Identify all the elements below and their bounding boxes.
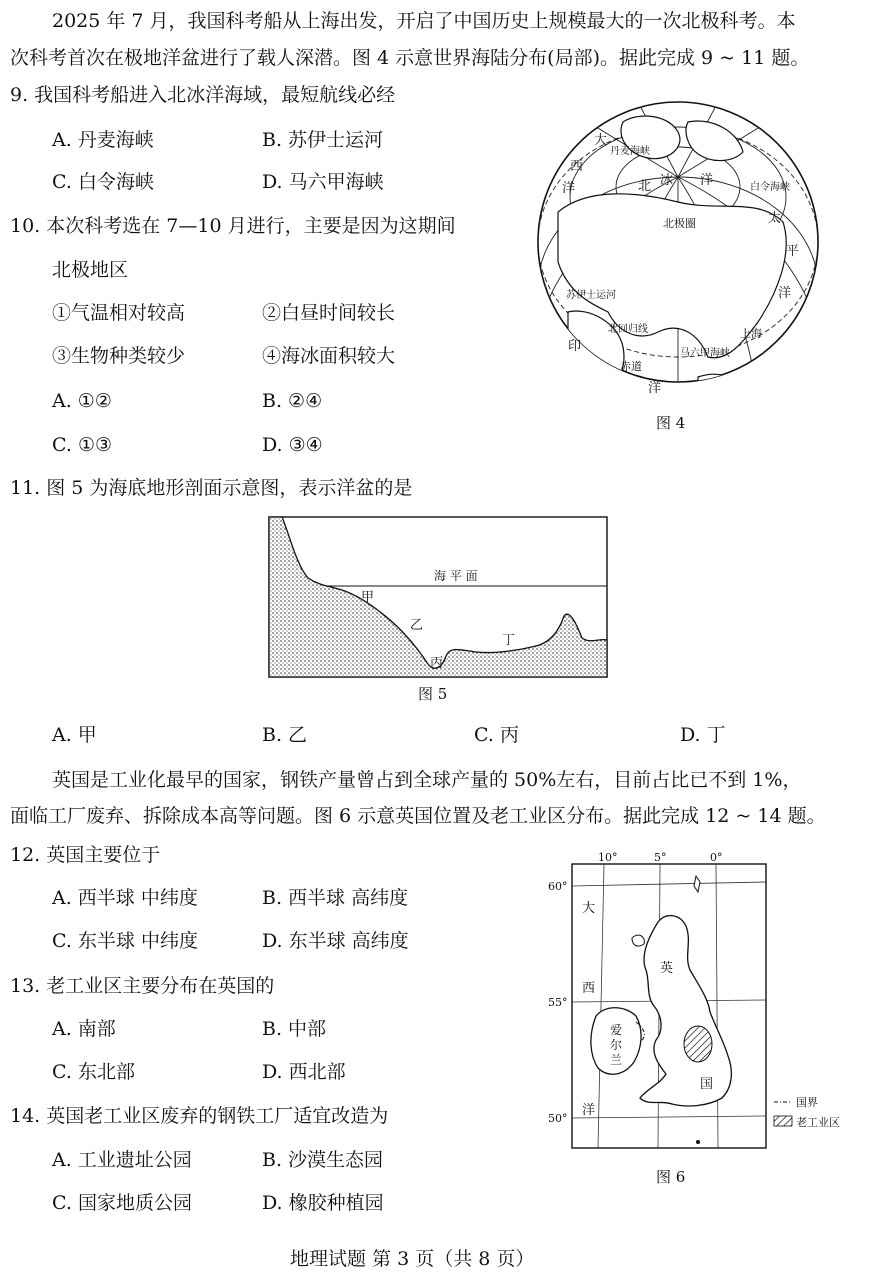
figure-5-profile [268, 516, 610, 706]
fig6-lon-10: 10° [598, 852, 618, 864]
q14-option-b: B. 沙漠生态园 [262, 1149, 384, 1171]
q14-option-a: A. 工业遗址公园 [52, 1149, 192, 1171]
q11-option-d: D. 丁 [680, 724, 726, 746]
q14-option-d: D. 橡胶种植园 [262, 1192, 384, 1214]
q14-stem: 14. 英国老工业区废弃的钢铁工厂适宜改造为 [10, 1105, 389, 1127]
intro2-line1: 英国是工业化最早的国家，钢铁产量曾占到全球产量的 50%左右，目前占比已不到 1%， [52, 769, 802, 791]
q9-option-b: B. 苏伊士运河 [262, 129, 384, 151]
fig4-label: 平 [786, 244, 800, 259]
q10-option-d: D. ③④ [262, 434, 323, 456]
page-footer: 地理试题 第 3 页（共 8 页） [290, 1248, 535, 1270]
q13-stem: 13. 老工业区主要分布在英国的 [10, 975, 275, 997]
fig4-label: 北极圈 [663, 217, 696, 230]
figure-6-uk-map [548, 852, 864, 1192]
q14-option-c: C. 国家地质公园 [52, 1192, 192, 1214]
fig6-label-yang: 洋 [582, 1103, 596, 1118]
fig6-label-xi: 西 [582, 981, 596, 996]
fig6-lat-60: 60° [548, 880, 568, 893]
fig5-label-bing: 丙 [430, 656, 444, 671]
fig4-label: 洋 [648, 381, 662, 396]
fig4-label: 马六甲海峡 [680, 348, 730, 359]
q10-option-b: B. ②④ [262, 390, 323, 412]
intro1-line1: 2025 年 7 月，我国科考船从上海出发，开启了中国历史上规模最大的一次北极科考。本 [52, 10, 796, 32]
q9-option-c: C. 白令海峡 [52, 171, 154, 193]
fig6-legend-industry: 老工业区 [796, 1116, 840, 1129]
q13-option-c: C. 东北部 [52, 1061, 135, 1083]
q9-option-d: D. 马六甲海峡 [262, 171, 384, 193]
fig4-label: 北 [638, 179, 652, 194]
q13-option-d: D. 西北部 [262, 1061, 346, 1083]
intro1-line2: 次科考首次在极地洋盆进行了载人深潜。图 4 示意世界海陆分布(局部)。据此完成 9 ~ 11 题。 [10, 47, 810, 69]
fig5-label-jia: 甲 [361, 590, 375, 605]
fig4-label: 西 [570, 159, 584, 174]
q10-statement-2: ②白昼时间较长 [262, 302, 396, 324]
fig4-label: 上海 [740, 327, 762, 340]
fig4-label: 丹麦海峡 [610, 146, 650, 157]
q10-option-c: C. ①③ [52, 434, 113, 456]
q9-stem: 9. 我国科考船进入北冰洋海域，最短航线必经 [10, 84, 396, 106]
q12-option-a: A. 西半球 中纬度 [52, 887, 198, 909]
fig6-label-da: 大 [582, 901, 596, 916]
fig4-label: 苏伊士运河 [566, 290, 616, 301]
fig6-label-lan: 兰 [610, 1053, 623, 1067]
q10-statement-4: ④海冰面积较大 [262, 345, 396, 367]
q12-option-d: D. 东半球 高纬度 [262, 930, 409, 952]
q10-statement-1: ①气温相对较高 [52, 302, 186, 324]
fig6-lon-5: 5° [654, 852, 667, 864]
fig4-label: 冰 [660, 173, 674, 188]
q12-stem: 12. 英国主要位于 [10, 844, 161, 866]
fig5-label-ding: 丁 [502, 633, 516, 648]
q10-statement-3: ③生物种类较少 [52, 345, 186, 367]
fig6-label-er: 尔 [610, 1038, 623, 1052]
fig6-label-ai: 爱 [610, 1023, 623, 1037]
fig4-label: 印 [568, 339, 582, 354]
q10-stem: 10. 本次科考选在 7—10 月进行，主要是因为这期间 [10, 215, 456, 237]
q9-option-a: A. 丹麦海峡 [52, 129, 154, 151]
fig5-label-yi: 乙 [410, 618, 424, 633]
q11-option-a: A. 甲 [52, 724, 97, 746]
fig6-label-ying: 英 [660, 961, 674, 976]
q11-stem: 11. 图 5 为海底地形剖面示意图，表示洋盆的是 [10, 477, 413, 499]
fig4-label: 洋 [562, 181, 576, 196]
intro2-line2: 面临工厂废弃、拆除成本高等问题。图 6 示意英国位置及老工业区分布。据此完成 12 ~ 14 题。 [10, 805, 826, 827]
fig4-label: 大 [594, 133, 608, 148]
fig4-label: 洋 [778, 286, 792, 301]
q10-stem-cont: 北极地区 [52, 259, 129, 281]
q12-option-b: B. 西半球 高纬度 [262, 887, 409, 909]
fig6-lat-55: 55° [548, 996, 568, 1009]
fig4-label: 赤道 [620, 360, 642, 373]
fig4-label: 北回归线 [608, 324, 648, 335]
figure-4-caption: 图 4 [656, 414, 686, 432]
figure-5-caption: 图 5 [418, 685, 448, 703]
fig5-sea-level-label: 海 平 面 [434, 569, 478, 583]
q12-option-c: C. 东半球 中纬度 [52, 930, 198, 952]
fig6-lon-0: 0° [710, 852, 723, 864]
fig4-label: 白令海峡 [750, 182, 790, 193]
fig4-label: 太 [768, 211, 782, 226]
figure-6-caption: 图 6 [656, 1168, 686, 1186]
fig6-lat-50: 50° [548, 1112, 568, 1125]
fig6-legend-border: 国界 [796, 1096, 818, 1109]
q11-option-b: B. 乙 [262, 724, 308, 746]
q11-option-c: C. 丙 [474, 724, 519, 746]
q13-option-b: B. 中部 [262, 1018, 327, 1040]
fig4-label: 洋 [700, 173, 714, 188]
figure-4-globe [528, 92, 828, 437]
q13-option-a: A. 南部 [52, 1018, 116, 1040]
q10-option-a: A. ①② [52, 390, 112, 412]
fig6-label-guo: 国 [700, 1077, 714, 1092]
